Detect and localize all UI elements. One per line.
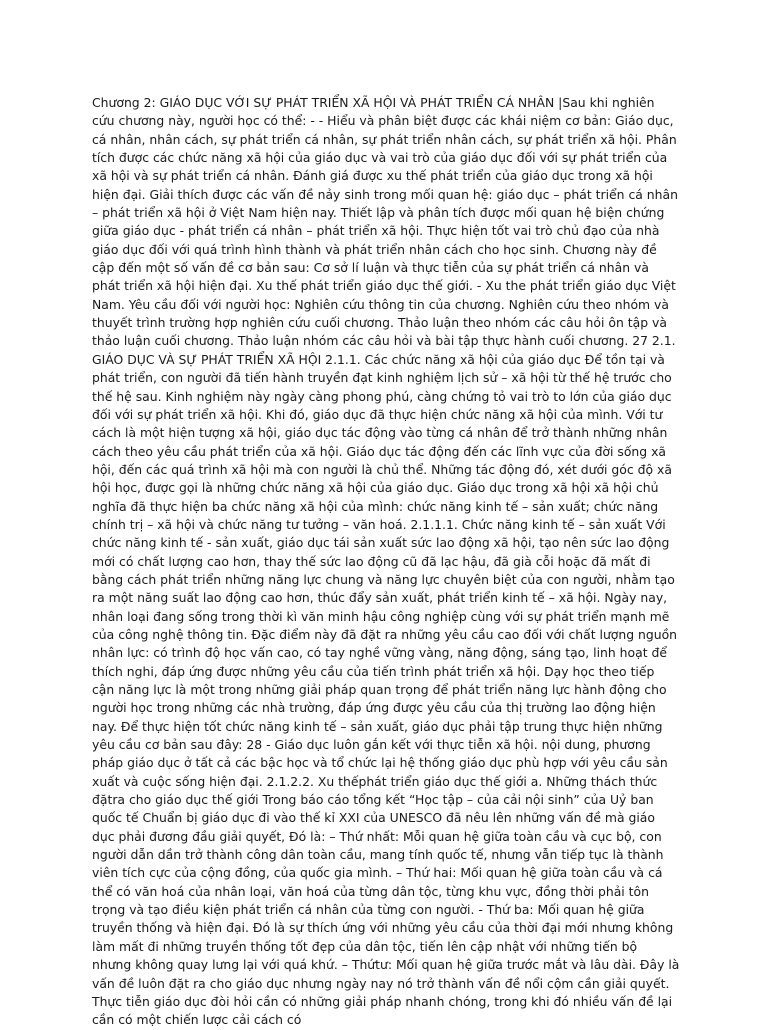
document-body-text: Chương 2: GIÁO DỤC VỚI SỰ PHÁT TRIỂN XÃ HỘI VÀ PHÁT TRIỂN CÁ NHÂN |Sau khi nghiên cứu chương này, người học có thể: - - Hiểu và phân biệt được các khái niệm cơ bản: Giáo dục, cá nhân, nhân cách, sự phát triển cá nhân, sự phát triển nhân cách, sự phát triển xã hội. Phân tích được các chức năng xã hội của giáo dục và vai trò của giáo dục đối với sự phát triển của xã hội và sự phát triển cá nhân. Đánh giá được xu thế phát triển của giáo dục trong xã hội hiện đại. Giải thích được các vấn đề nảy sinh trong mối quan hệ: giáo dục – phát triển cá nhân – phát triển xã hội ở Việt Nam hiện nay. Thiết lập và phân tích được mối quan hệ biện chứng giữa giáo dục - phát triển cá nhân – phát triển xã hội. Thực hiện tốt vai trò chủ đạo của nhà giáo dục đối với quá trình hình thành và phát triển nhân cách cho học sinh. Chương này đề cập đến một số vấn đề cơ bản sau: Cơ sở lí luận và thực tiễn của sự phát triển cá nhân và phát triển xã hội hiện đại. Xu thế phát triển giáo dục thế giới. - Xu the phát triển giáo dục Việt Nam. Yêu cầu đối với người học: Nghiên cứu thông tin của chương. Nghiên cứu theo nhóm và thuyết trình trường hợp nghiên cứu cuối chương. Thảo luận theo nhóm các câu hỏi ôn tập và thảo luận cuối chương. Thảo luận nhóm các câu hỏi và bài tập thực hành cuối chương. 27 2.1. GIÁO DỤC VÀ SỰ PHÁT TRIỂN XÃ HỘI 2.1.1. Các chức năng xã hội của giáo dục Để tồn tại và phát triển, con người đã tiến hành truyền đạt kinh nghiệm lịch sử – xã hội từ thế hệ trước cho thế hệ sau. Kinh nghiệm này ngày càng phong phú, càng chứng tỏ vai trò to lớn của giáo dục đối với sự phát triển xã hội. Khi đó, giáo dục đã thực hiện chức năng xã hội của mình. Với tư cách là một hiện tượng xã hội, giáo dục tác động vào từng cá nhân để trở thành những nhân cách theo yêu cầu phát triển của xã hội. Giáo dục tác động đến các lĩnh vực của đời sống xã hội, đến các quá trình xã hội mà con người là chủ thể. Những tác động đó, xét dưới góc độ xã hội học, được gọi là những chức năng xã hội của giáo dục. Giáo dục trong xã hội xã hội chủ nghĩa đã thực hiện ba chức năng xã hội của mình: chức năng kinh tế – sản xuất; chức năng chính trị – xã hội và chức năng tư tưởng – văn hoá. 2.1.1.1. Chức năng kinh tế – sản xuất Với chức năng kinh tế - sản xuất, giáo dục tái sản xuất sức lao động xã hội, tạo nên sức lao động mới có chất lượng cao hơn, thay thế sức lao động cũ đã lạc hậu, đã già cỗi hoặc đã mất đi bằng cách phát triển những năng lực chung và năng lực chuyên biệt của con người, nhằm tạo ra một năng suất lao động cao hơn, thúc đẩy sản xuất, phát triển kinh tế – xã hội. Ngày nay, nhân loại đang sống trong thời kì văn minh hậu công nghiệp cùng với sự phát triển mạnh mẽ của công nghệ thông tin. Đặc điểm này đã đặt ra những yêu cầu cao đối với chất lượng nguồn nhân lực: có trình độ học vấn cao, có tay nghề vững vàng, năng động, sáng tạo, linh hoạt để thích nghi, đáp ứng được những yêu cầu của tiến trình phát triển xã hội. Dạy học theo tiếp cận năng lực là một trong những giải pháp quan trọng để phát triển năng lực hành động cho người học trong những các nhà trường, đáp ứng được yêu cầu của thị trường lao động hiện nay. Để thực hiện tốt chức năng kinh tế – sản xuất, giáo dục phải tập trung thực hiện những yêu cầu cơ bản sau đây: 28 - Giáo dục luôn gắn kết với thực tiễn xã hội. nội dung, phương pháp giáo dục ở tất cả các bậc học và tổ chức lại hệ thống giáo dục phù hợp với yêu cầu sản xuất và cuộc sống hiện đại. 2.1.2.2. Xu thếphát triển giáo dục thế giới a. Những thách thức đặtra cho giáo dục thế giới Trong báo cáo tổng kết “Học tập – của cải nội sinh” của Uỷ ban quốc tế Chuẩn bị giáo dục đi vào thế kỉ XXI của UNESCO đã nêu lên những vấn đề mà giáo dục phải đương đầu giải quyết, Đó là: – Thứ nhất: Mỗi quan hệ giữa toàn cầu và cục bộ, con người dẫn dần trở thành công dân toàn cầu, mang tính quốc tế, nhưng vẫn tiếp tục là thành viên tích cực của cộng đồng, của quốc gia mình. – Thứ hai: Mối quan hệ giữa toàn cầu và cá thể có văn hoá của nhân loại, văn hoá của từng dân tộc, từng khu vực, đồng thời phải tôn trọng và tạo điều kiện phát triển cá nhân của từng con người. - Thứ ba: Mối quan hệ giữa truyền thống và hiện đại. Đó là sự thích ứng với những yêu cầu của thời đại mới nhưng không làm mất đi những truyền thống tốt đẹp của dân tộc, tiến lên cập nhật với những tiến bộ nhưng không quay lưng lại với quá khứ. – Thứtư: Mối quan hệ giữa trước mắt và lâu dài. Đây là vấn đề luôn đặt ra cho giáo dục nhưng ngày nay nó trở thành vấn đề nổi cộm cần giải quyết. Thực tiễn giáo dục đòi hỏi cần có những giải pháp nhanh chóng, trong khi đó nhiều vấn đề lại cần có một chiến lược cải cách có [92,95,680,1028]
